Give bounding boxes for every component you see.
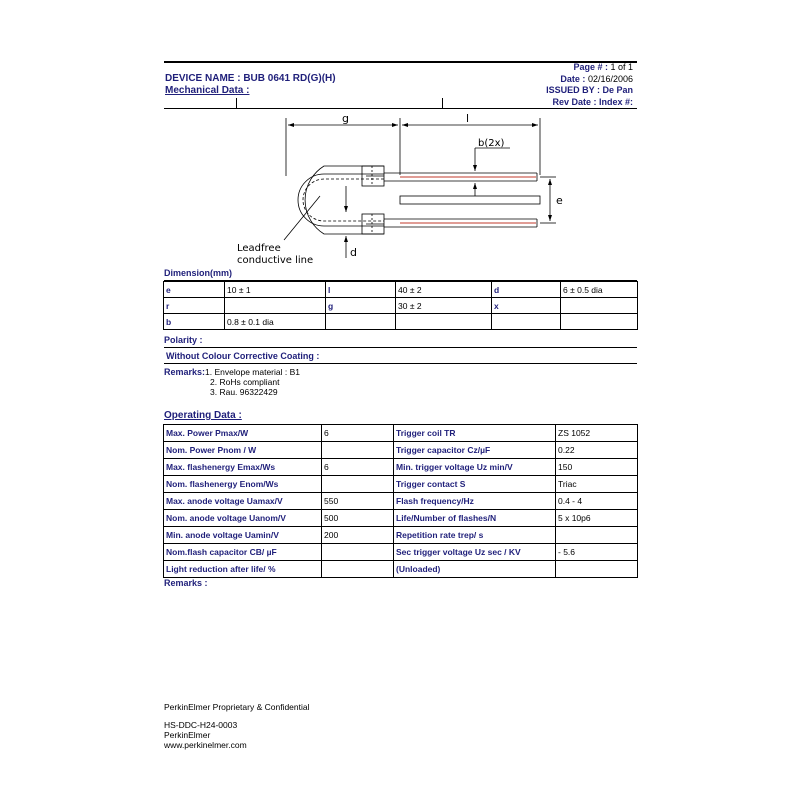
footer-block [164, 720, 247, 750]
issued-label: ISSUED BY : [546, 85, 600, 95]
operating-value: 0.4 - 4 [556, 493, 638, 510]
remarks-label: Remarks: [164, 367, 206, 377]
label-l: l [466, 112, 470, 125]
leadfree-line1: Leadfree [237, 243, 281, 254]
operating-value [322, 476, 394, 493]
mechanical-data-title: Mechanical Data : [165, 85, 250, 96]
operating-param: Max. flashenergy Emax/Ws [164, 459, 322, 476]
dimension-key: d [492, 282, 561, 298]
dimension-key: b [164, 314, 225, 330]
dimension-row [164, 314, 638, 330]
operating-param: Min. trigger voltage Uz min/V [394, 459, 556, 476]
coating-label: Without Colour Corrective Coating : [166, 351, 320, 361]
operating-row [164, 544, 638, 561]
operating-param: Trigger coil TR [394, 425, 556, 442]
operating-value: 0.22 [556, 442, 638, 459]
remark-3: 3. Rau. 96322429 [210, 387, 278, 397]
lamp-drawing [0, 0, 800, 270]
operating-row [164, 459, 638, 476]
coating-rule [164, 363, 637, 364]
dimension-key [326, 314, 396, 330]
operating-param: Repetition rate trep/ s [394, 527, 556, 544]
operating-row [164, 561, 638, 578]
label-b: b(2x) [478, 138, 505, 149]
operating-value: 150 [556, 459, 638, 476]
footer-website: www.perkinelmer.com [164, 740, 247, 750]
dimension-key: r [164, 298, 225, 314]
page-value: 1 of 1 [610, 62, 633, 72]
remark-1: 1. Envelope material : B1 [205, 367, 301, 377]
operating-value: Triac [556, 476, 638, 493]
dimension-key: g [326, 298, 396, 314]
operating-value: - 5.6 [556, 544, 638, 561]
operating-row [164, 493, 638, 510]
operating-param: Trigger capacitor Cz/µF [394, 442, 556, 459]
operating-value [322, 561, 394, 578]
label-g: g [342, 112, 349, 125]
dimension-key [492, 314, 561, 330]
operating-param: Nom. anode voltage Uanom/V [164, 510, 322, 527]
operating-value [556, 561, 638, 578]
dimension-row [164, 282, 638, 298]
dimension-value: 30 ± 2 [396, 298, 492, 314]
dimension-value: 10 ± 1 [225, 282, 326, 298]
operating-param: Light reduction after life/ % [164, 561, 322, 578]
operating-value: 6 [322, 425, 394, 442]
dimension-key: l [326, 282, 396, 298]
dimension-value: 0.8 ± 0.1 dia [225, 314, 326, 330]
operating-value: 5 x 10p6 [556, 510, 638, 527]
footer-company: PerkinElmer [164, 730, 211, 740]
operating-value: 550 [322, 493, 394, 510]
operating-value [322, 544, 394, 561]
operating-value: 200 [322, 527, 394, 544]
operating-param: Max. anode voltage Uamax/V [164, 493, 322, 510]
remark-2: 2. RoHs compliant [210, 377, 280, 387]
date-label: Date : [560, 73, 586, 84]
footer-confidential: PerkinElmer Proprietary & Confidential [164, 702, 310, 712]
operating-param: (Unloaded) [394, 561, 556, 578]
remarks2-label: Remarks : [164, 578, 208, 588]
operating-row [164, 442, 638, 459]
dimension-value [396, 314, 492, 330]
issued-value: De Pan [602, 85, 633, 95]
operating-value [322, 442, 394, 459]
operating-value: 500 [322, 510, 394, 527]
operating-param: Min. anode voltage Uamin/V [164, 527, 322, 544]
label-e: e [556, 194, 563, 207]
remarks-block [164, 367, 300, 397]
date-value: 02/16/2006 [587, 73, 633, 84]
dimension-value: 40 ± 2 [396, 282, 492, 298]
operating-row [164, 510, 638, 527]
dimension-key: e [164, 282, 225, 298]
operating-value: 6 [322, 459, 394, 476]
label-d: d [350, 246, 357, 259]
operating-param: Sec trigger voltage Uz sec / KV [394, 544, 556, 561]
dimension-row [164, 298, 638, 314]
operating-value [556, 527, 638, 544]
operating-value: ZS 1052 [556, 425, 638, 442]
operating-row [164, 425, 638, 442]
dimension-key: x [492, 298, 561, 314]
operating-title: Operating Data : [164, 410, 242, 421]
operating-row [164, 476, 638, 493]
dimension-value [561, 314, 638, 330]
leadfree-line2: conductive line [237, 255, 314, 266]
operating-param: Max. Power Pmax/W [164, 425, 322, 442]
dimension-title: Dimension(mm) [164, 268, 233, 278]
polarity-label: Polarity : [164, 335, 203, 345]
operating-param: Trigger contact S [394, 476, 556, 493]
dimension-table [163, 281, 638, 330]
operating-row [164, 527, 638, 544]
device-name: DEVICE NAME : BUB 0641 RD(G)(H) [165, 73, 336, 84]
footer-doc-no: HS-DDC-H24-0003 [164, 720, 238, 730]
dimension-value: 6 ± 0.5 dia [561, 282, 638, 298]
page-label: Page # : [573, 62, 608, 72]
operating-table [163, 424, 638, 578]
operating-param: Nom. flashenergy Enom/Ws [164, 476, 322, 493]
polarity-rule [164, 347, 637, 348]
rev-row: Rev Date : Index #: [552, 96, 633, 107]
operating-param: Flash frequency/Hz [394, 493, 556, 510]
dimension-value [561, 298, 638, 314]
operating-param: Nom. Power Pnom / W [164, 442, 322, 459]
dimension-value [225, 298, 326, 314]
operating-param: Life/Number of flashes/N [394, 510, 556, 527]
operating-param: Nom.flash capacitor CB/ µF [164, 544, 322, 561]
